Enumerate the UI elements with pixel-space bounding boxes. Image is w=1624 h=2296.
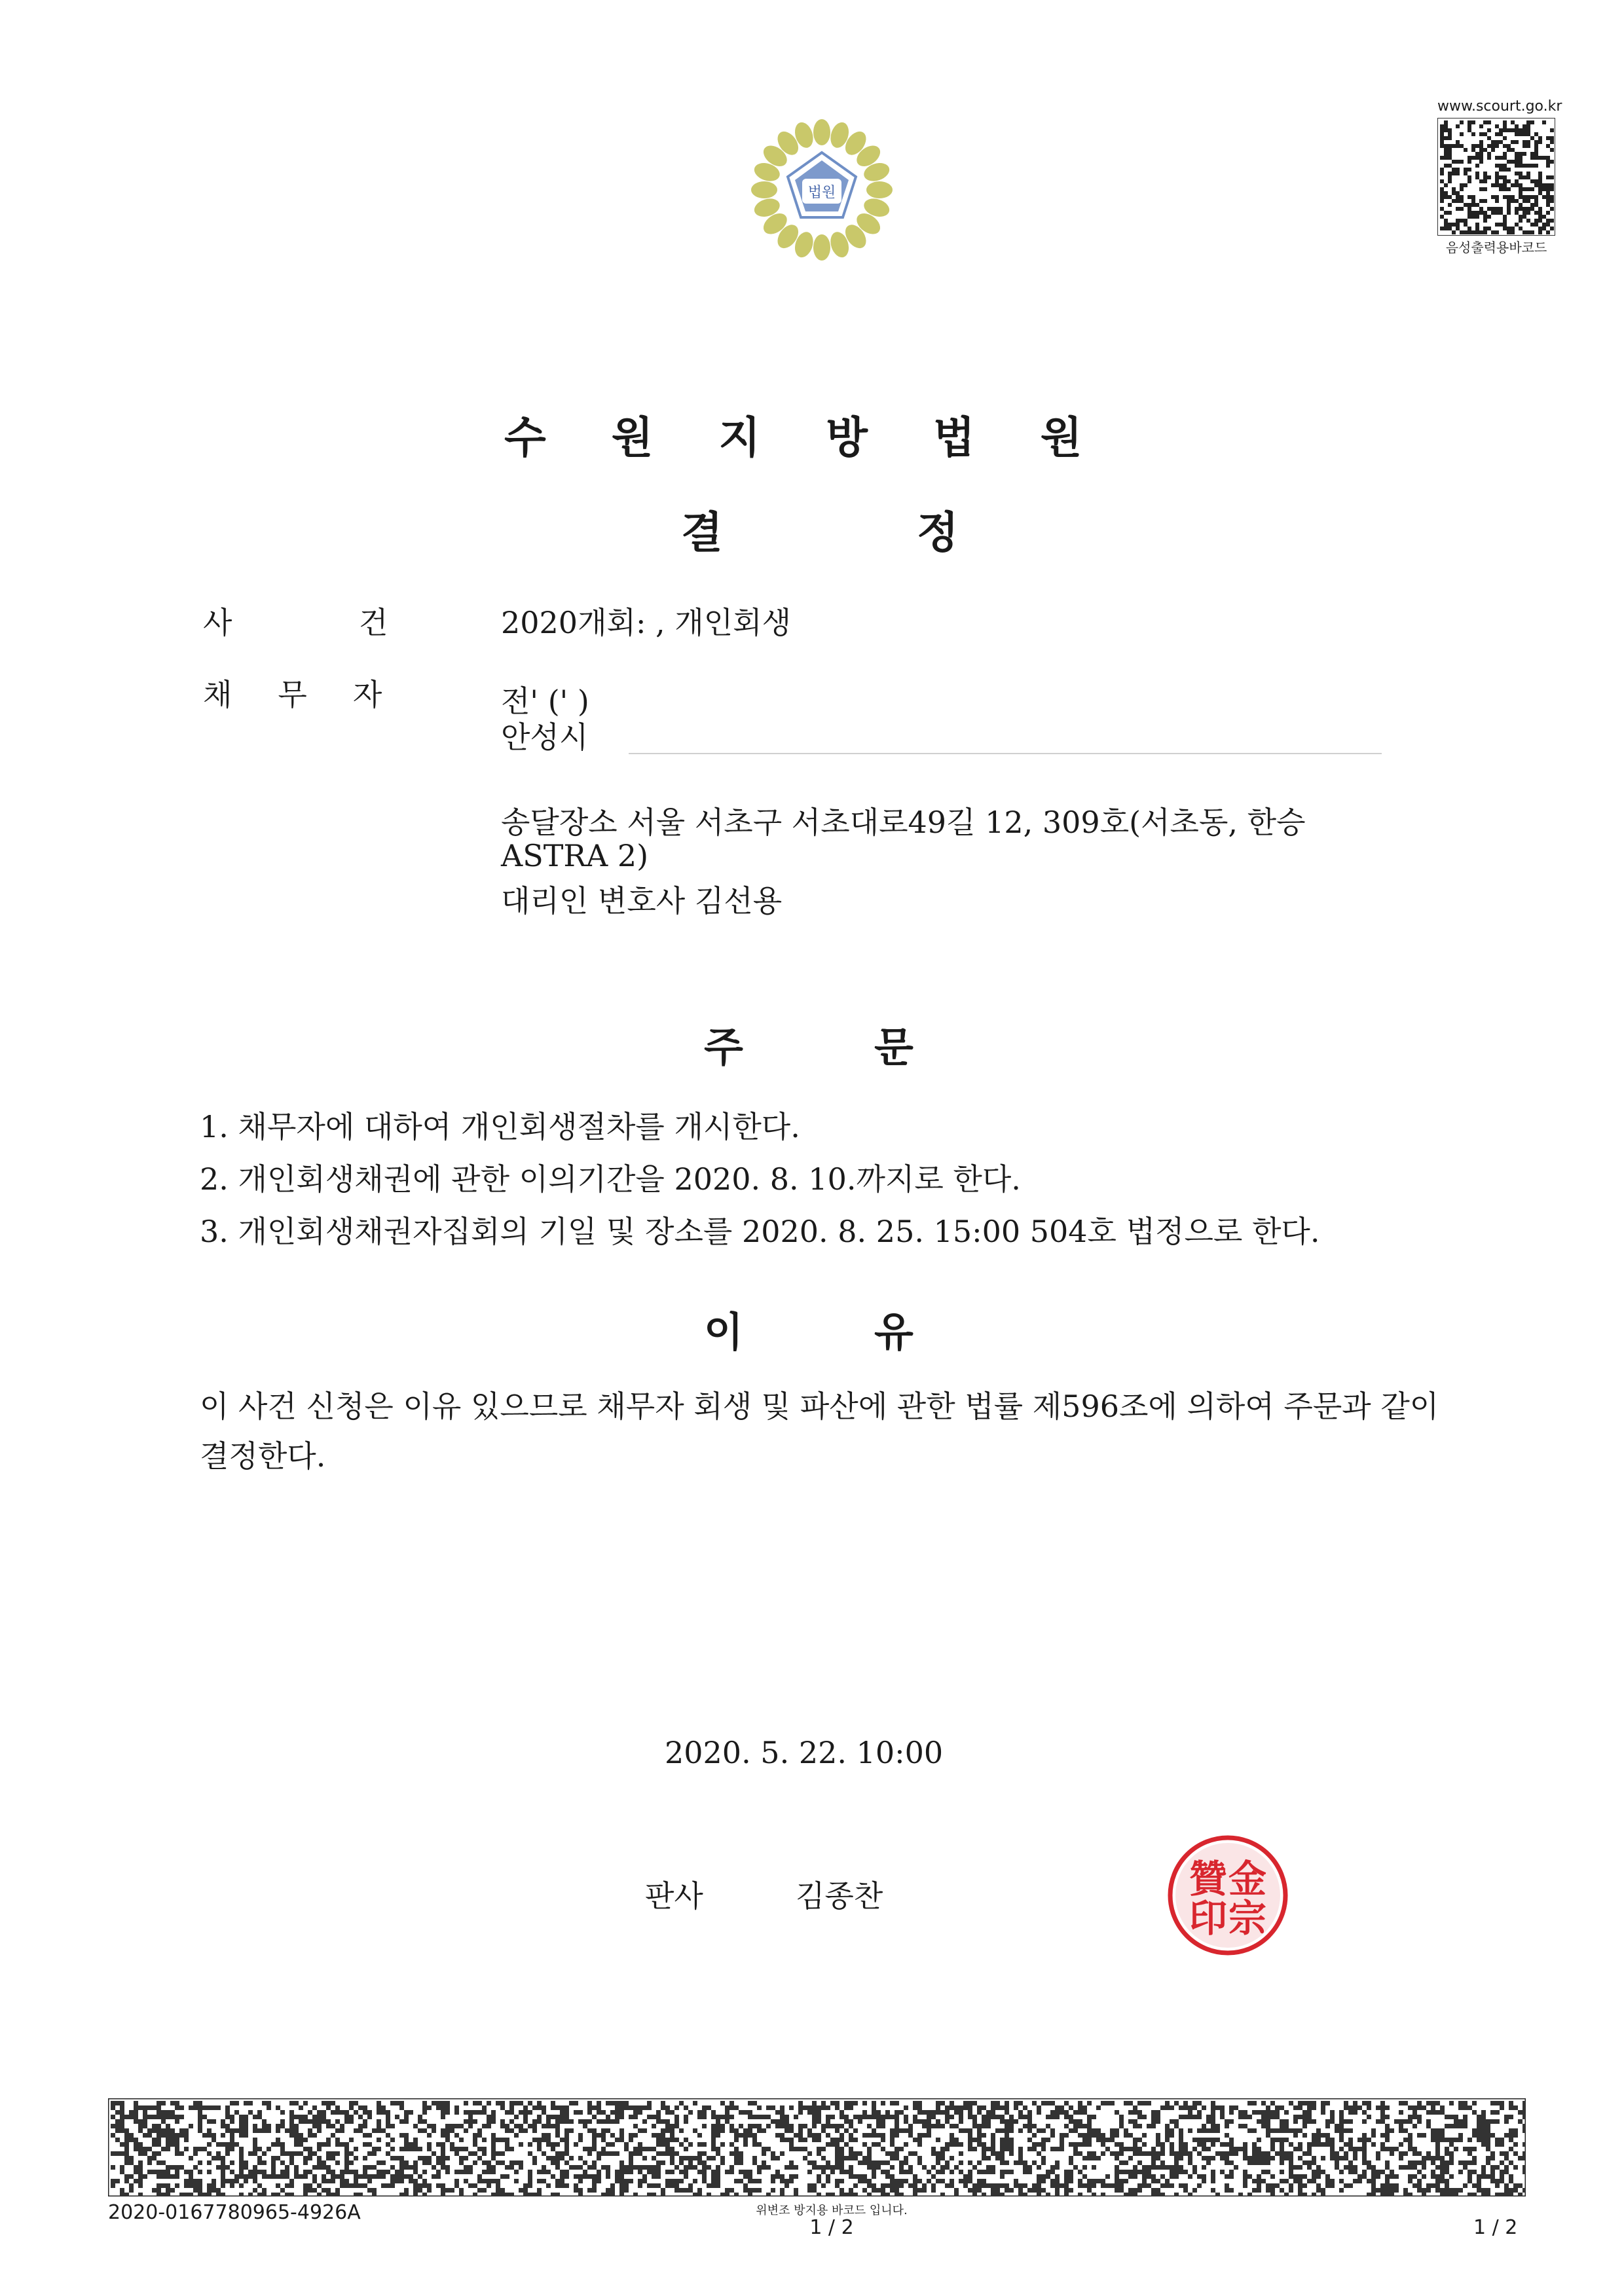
debtor-name: 전' (' ) [501, 683, 589, 719]
order-list [200, 1103, 1444, 1260]
page-number-right: 1 / 2 [1473, 2216, 1518, 2239]
case-label-first: 사 [203, 605, 232, 640]
qr-caption: 음성출력용바코드 [1445, 240, 1547, 255]
emblem-text: 법원 [807, 185, 836, 201]
redaction-mark [629, 753, 1382, 754]
case-label-second: 건 [359, 605, 388, 640]
order-heading-first: 주 [704, 1023, 743, 1071]
court-name: 수원지방법원 [504, 412, 1148, 463]
voice-output-barcode [1437, 118, 1555, 236]
service-address-cont: ASTRA 2) [501, 838, 649, 873]
debtor-address: 안성시 [501, 720, 589, 755]
order-item: 2. 개인회생채권에 관한 이의기간을 2020. 8. 10.까지로 한다. [200, 1161, 1021, 1197]
service-address: 송달장소 서울 서초구 서초대로49길 12, 309호(서초동, 한승 [501, 805, 1306, 840]
page-number-center: 1 / 2 [809, 2216, 854, 2239]
svg-text:金: 金 [1228, 1857, 1267, 1901]
svg-text:贊: 贊 [1189, 1857, 1228, 1901]
judge-seal-icon [1166, 1833, 1290, 1958]
reason-body: 이 사건 신청은 이유 있으므로 채무자 회생 및 파산에 관한 법률 제596조에 의하여 주문과 같이 결정한다. [200, 1389, 1439, 1474]
order-item: 3. 개인회생채권자집회의 기일 및 장소를 2020. 8. 25. 15:00 504호 법정으로 한다. [200, 1214, 1320, 1249]
judge-label: 판사 [645, 1878, 703, 1914]
debtor-label: 채무자 [203, 677, 428, 712]
svg-text:印: 印 [1189, 1896, 1228, 1941]
reason-heading-first: 이 [704, 1308, 743, 1356]
doc-title-second: 정 [917, 507, 959, 558]
document-number: 2020-0167780965-4926A [108, 2201, 361, 2224]
order-heading-second: 문 [874, 1023, 913, 1071]
court-url: www.scourt.go.kr [1437, 98, 1562, 115]
case-number: 2020개회: , 개인회생 [501, 605, 792, 640]
order-item: 1. 채무자에 대하여 개인회생절차를 개시한다. [200, 1109, 800, 1144]
attorney: 대리인 변호사 김선용 [501, 883, 783, 919]
anti-forgery-barcode [108, 2098, 1526, 2196]
doc-title-first: 결 [681, 507, 723, 558]
reason-heading-second: 유 [874, 1308, 913, 1356]
judge-name: 김종찬 [796, 1878, 883, 1914]
barcode-note: 위변조 방지용 바코드 입니다. [756, 2204, 908, 2217]
svg-text:宗: 宗 [1228, 1896, 1267, 1941]
decision-date: 2020. 5. 22. 10:00 [665, 1735, 944, 1770]
court-emblem-icon [747, 115, 897, 265]
